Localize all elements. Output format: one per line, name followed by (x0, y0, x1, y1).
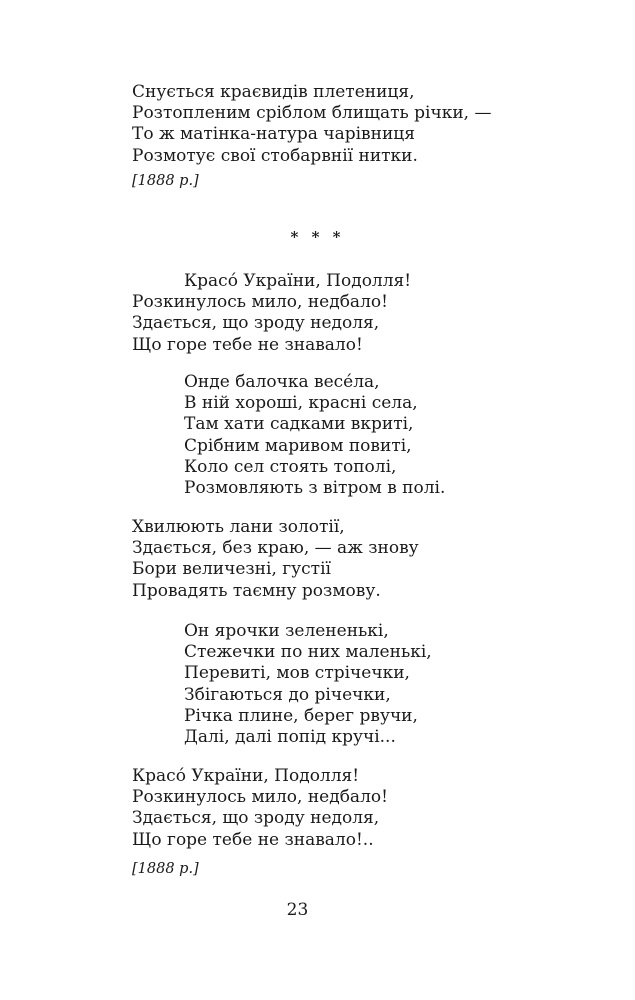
poem2-stanza-3 (132, 517, 592, 602)
poem-line: Красо́ України, Подолля! (132, 766, 360, 786)
poem-line: Збігаються до річечки, (184, 684, 391, 705)
poem-line: Що горе тебе не знавало!.. (132, 829, 374, 850)
poem-line: Онде балочка весе́ла, (184, 372, 380, 392)
poem2-date: [1888 р.] (132, 861, 199, 877)
poem2-stanza-2 (132, 372, 592, 499)
poem-line: Річка плине, берег рвучи, (184, 705, 418, 726)
poem-line: Здається, що зроду недоля, (132, 313, 380, 334)
poem-line: Снується краєвидів плетениця, (132, 82, 415, 102)
poem-line: В ній хороші, красні села, (184, 393, 418, 414)
poem-line: Он ярочки зелененькі, (184, 621, 389, 641)
poem1-stanza (132, 82, 592, 167)
poem-line: Далі, далі попід кручі... (184, 727, 396, 748)
section-separator: * * * (290, 228, 345, 246)
poem-line: Красо́ України, Подолля! (184, 271, 412, 291)
poem-line: То ж матінка-натура чарівниця (132, 124, 415, 145)
poem-line: Перевиті, мов стрічечки, (184, 663, 410, 684)
poem-line: Здається, що зроду недоля, (132, 808, 380, 829)
poem2-stanza-5 (132, 766, 592, 851)
poem-line: Коло сел стоять тополі, (184, 456, 397, 477)
poem-line: Здається, без краю, — аж знову (132, 538, 419, 559)
poem1-date: [1888 р.] (132, 173, 199, 189)
poem-line: Що горе тебе не знавало! (132, 334, 363, 355)
poem-line: Розмовляють з вітром в полі. (184, 478, 446, 499)
poem-line: Розкинулось мило, недбало! (132, 787, 388, 808)
poem-line: Бори величезні, густії (132, 559, 331, 580)
poem-line: Провадять таємну розмову. (132, 580, 381, 601)
poem2-stanza-4 (132, 621, 592, 748)
poem-line: Хвилюють лани золотії, (132, 517, 345, 537)
poem-line: Розкинулось мило, недбало! (132, 292, 388, 313)
poem-line: Срібним маривом повиті, (184, 435, 412, 456)
poem-line: Розмотує свої стобарвнії нитки. (132, 145, 418, 166)
poem2-stanza-1 (132, 271, 592, 356)
poem-line: Там хати садками вкриті, (184, 414, 414, 435)
page-number: 23 (286, 900, 309, 920)
poem-line: Розтопленим сріблом блищать річки, — (132, 103, 492, 124)
poem-line: Стежечки по них маленькі, (184, 642, 432, 663)
